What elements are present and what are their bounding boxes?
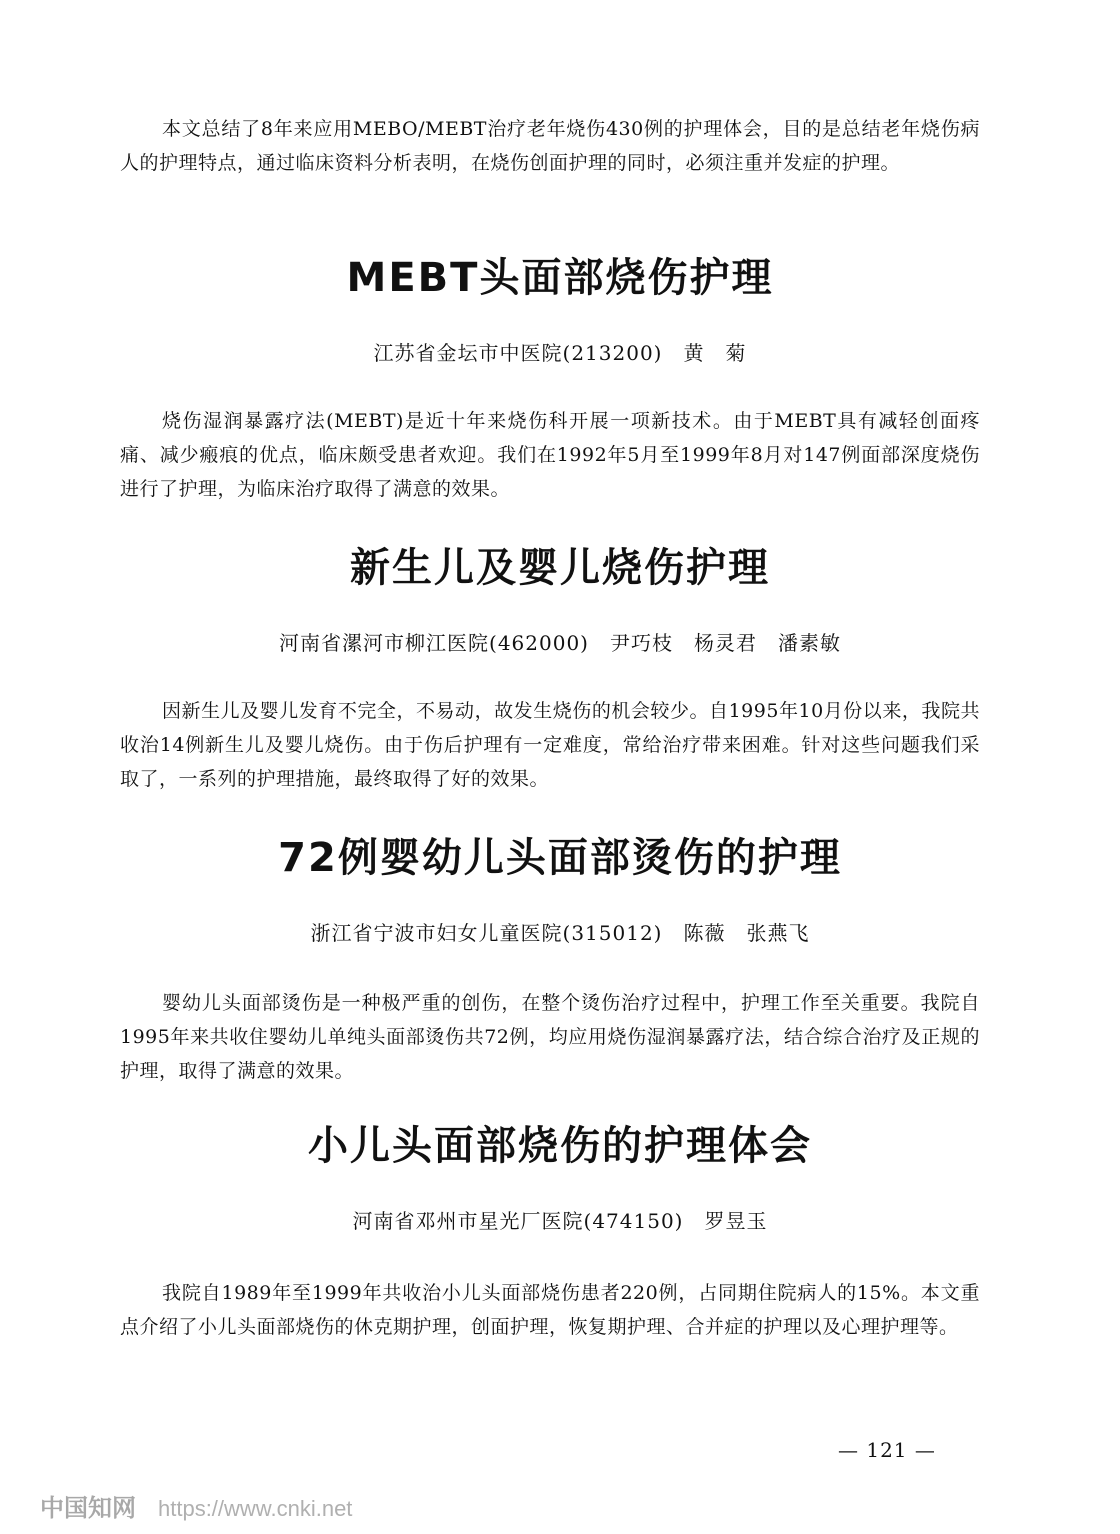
- article-title-4: 小儿头面部烧伤的护理体会: [308, 1123, 812, 1169]
- article-title-1: MEBT头面部烧伤护理: [346, 255, 774, 301]
- watermark-brand: 中国知网: [40, 1495, 136, 1522]
- article-author-3: 浙江省宁波市妇女儿童医院(315012) 陈薇 张燕飞: [310, 921, 810, 945]
- article-author-1: 江苏省金坛市中医院(213200) 黄 菊: [373, 341, 747, 365]
- article-author-2: 河南省漯河市柳江医院(462000) 尹巧枝 杨灵君 潘素敏: [279, 631, 841, 655]
- article-abstract-2: 因新生儿及婴儿发育不完全，不易动，故发生烧伤的机会较少。自1995年10月份以来，我院共收治14例新生儿及婴儿烧伤。由于伤后护理有一定难度，常给治疗带来困难。针对这些问题我们采取了，一系列的护理措施，最终取得了好的效果。: [120, 700, 980, 790]
- watermark-url[interactable]: https://www.cnki.net: [158, 1496, 353, 1521]
- cnki-watermark: [40, 1488, 352, 1523]
- article-title-3: 72例婴幼儿头面部烫伤的护理: [278, 835, 842, 881]
- article-abstract-3: 婴幼儿头面部烫伤是一种极严重的创伤，在整个烫伤治疗过程中，护理工作至关重要。我院自1995年来共收住婴幼儿单纯头面部烫伤共72例，均应用烧伤湿润暴露疗法，结合综合治疗及正规的护理，取得了满意的效果。: [120, 992, 980, 1082]
- article-author-4: 河南省邓州市星光厂医院(474150) 罗昱玉: [352, 1209, 768, 1233]
- intro-paragraph: 本文总结了8年来应用MEBO/MEBT治疗老年烧伤430例的护理体会，目的是总结老年烧伤病人的护理特点，通过临床资料分析表明，在烧伤创面护理的同时，必须注重并发症的护理。: [120, 118, 980, 174]
- article-abstract-4: 我院自1989年至1999年共收治小儿头面部烧伤患者220例，占同期住院病人的15%。本文重点介绍了小儿头面部烧伤的休克期护理，创面护理，恢复期护理、合并症的护理以及心理护理等。: [120, 1282, 980, 1338]
- article-abstract-1: 烧伤湿润暴露疗法(MEBT)是近十年来烧伤科开展一项新技术。由于MEBT具有减轻创面疼痛、减少瘢痕的优点，临床颇受患者欢迎。我们在1992年5月至1999年8月对147例面部深度烧伤进行了护理，为临床治疗取得了满意的效果。: [120, 410, 980, 500]
- page-number: — 121 —: [838, 1438, 936, 1462]
- article-title-2: 新生儿及婴儿烧伤护理: [350, 545, 770, 591]
